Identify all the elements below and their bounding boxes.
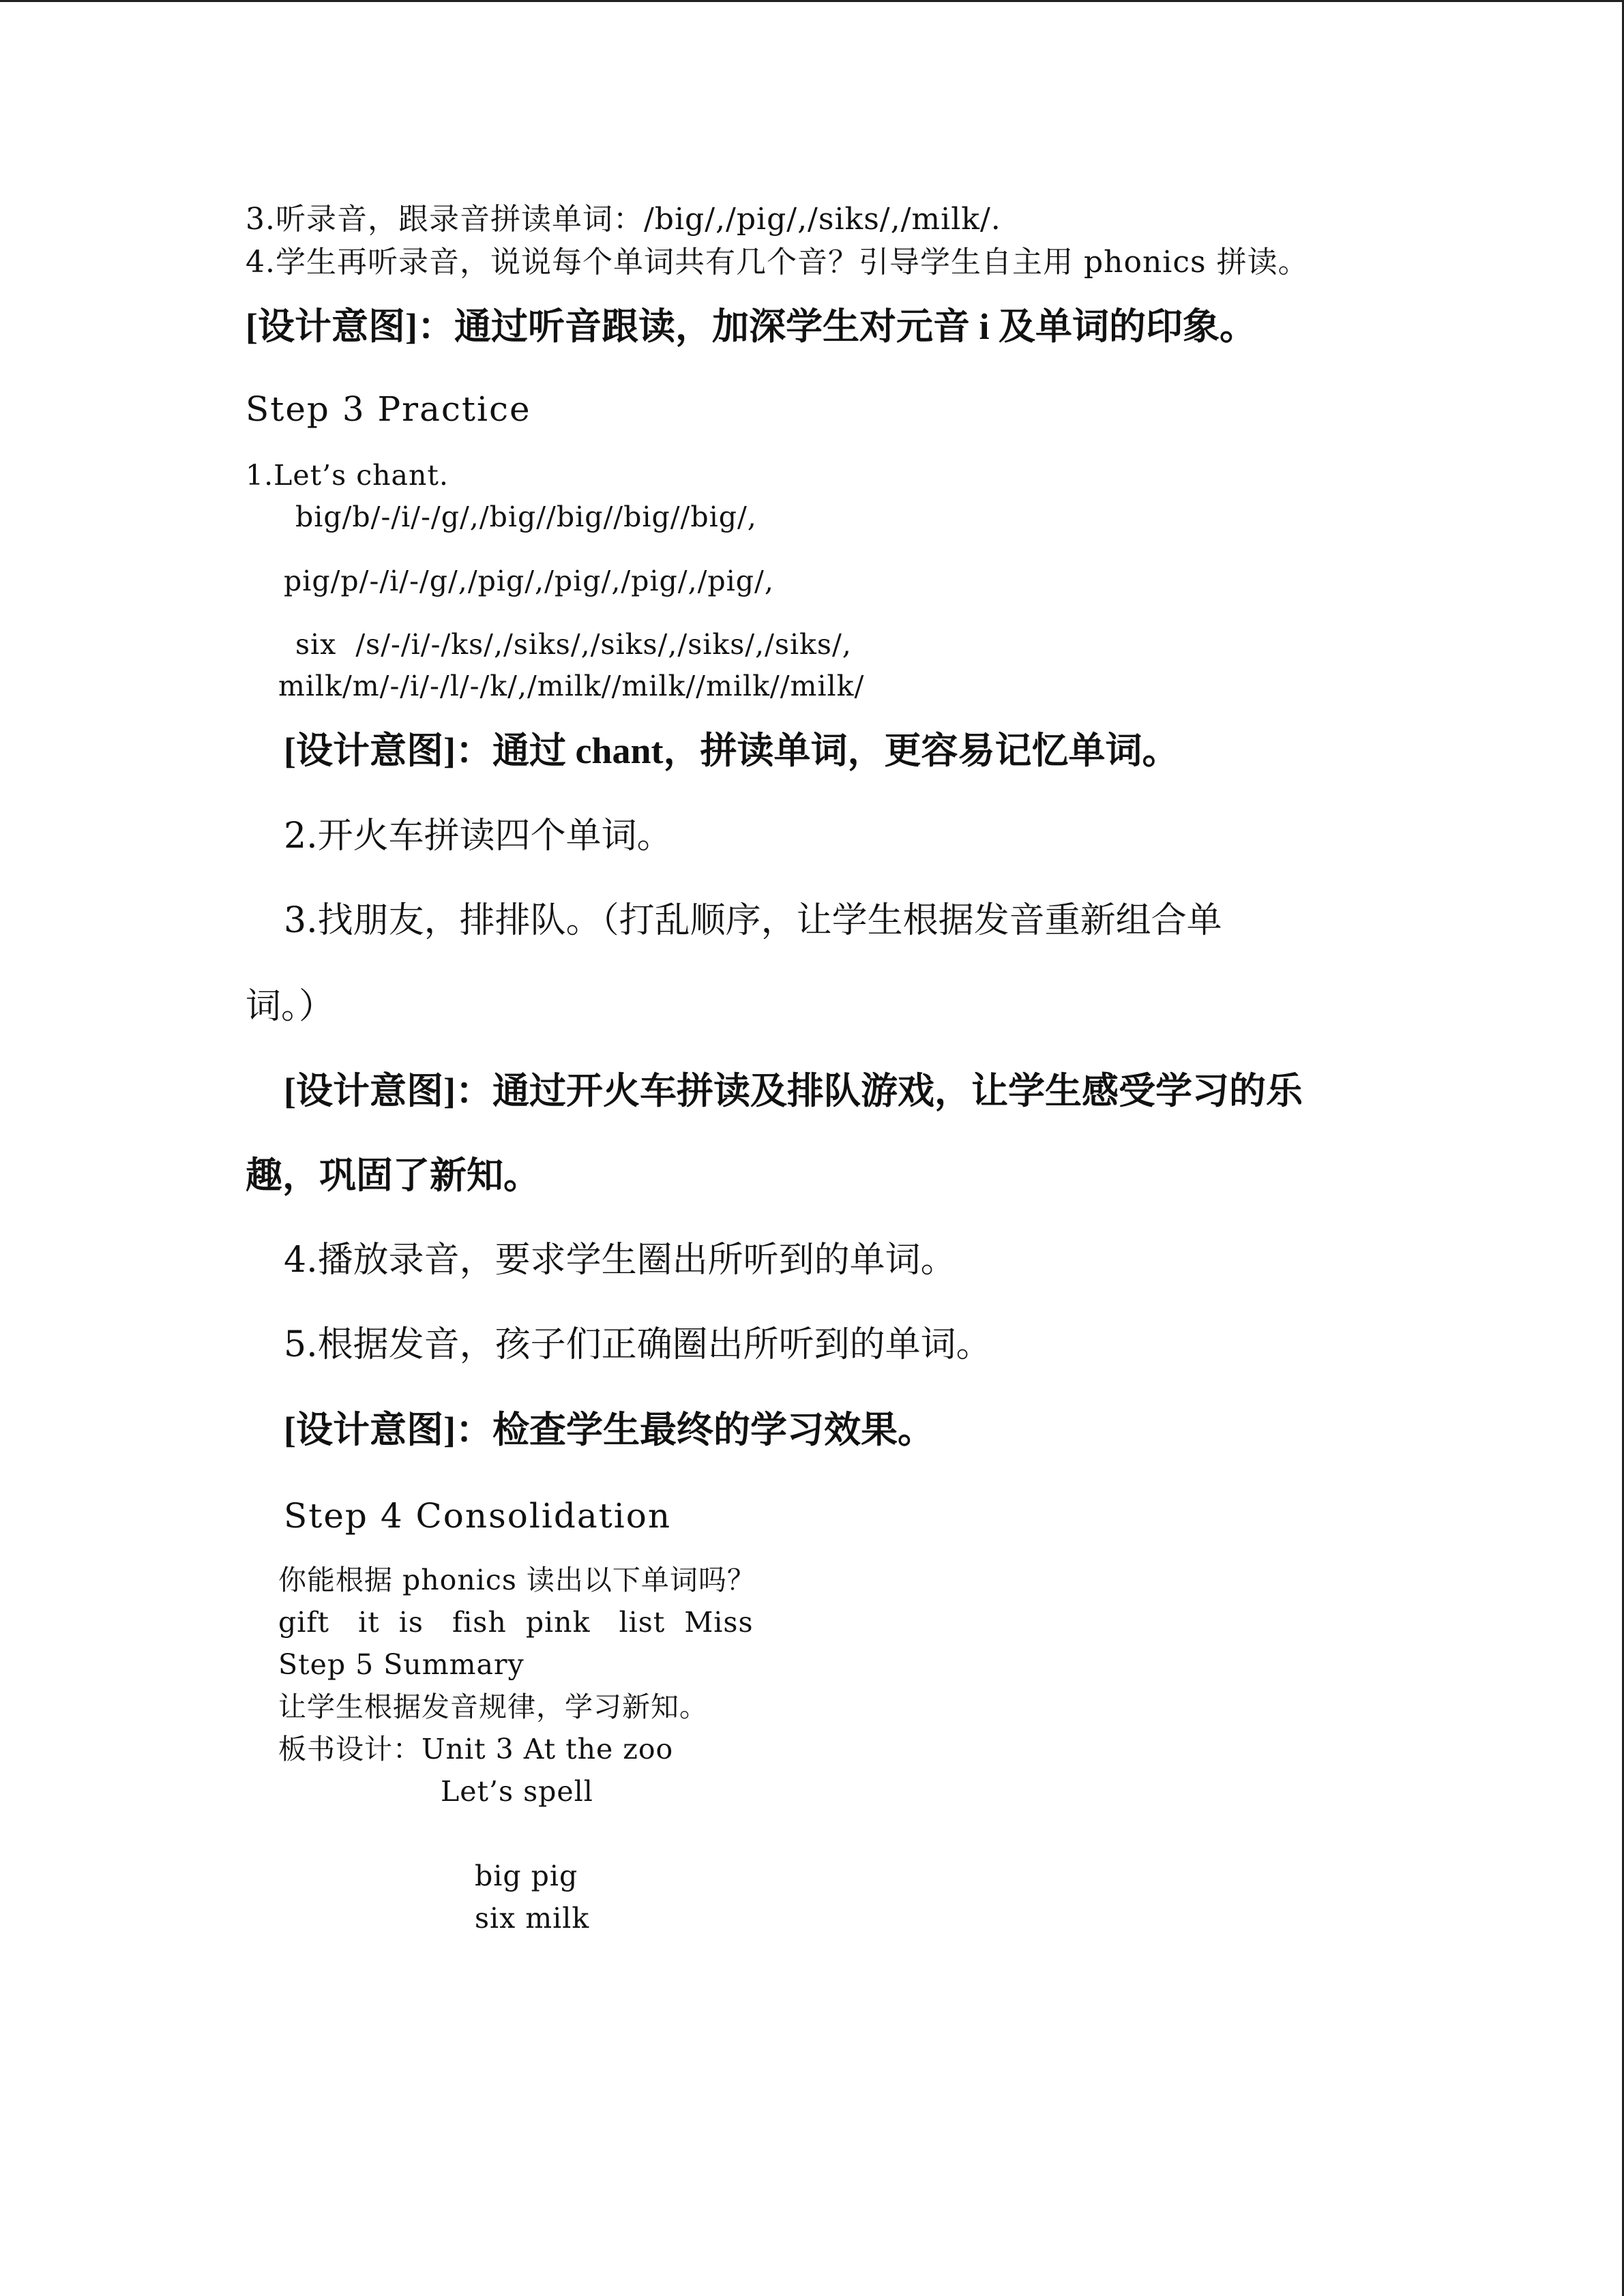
step-5-heading: Step 5 Summary [278,1648,525,1681]
listen-step-4: 4.学生再听录音，说说每个单词共有几个音？引导学生自主用 phonics 拼读。 [246,245,1309,280]
design-intent-2: [设计意图]：通过 chant，拼读单词，更容易记忆单词。 [284,730,1179,771]
practice-item-4: 4.播放录音，要求学生圈出所听到的单词。 [284,1240,956,1281]
summary-text: 让学生根据发音规律，学习新知。 [278,1690,708,1723]
board-design-title: 板书设计：Unit 3 At the zoo [278,1733,674,1765]
chant-intro: 1.Let’s chant. [246,459,449,492]
design-intent-3: [设计意图]：通过开火车拼读及排队游戏，让学生感受学习的乐 [284,1071,1303,1112]
chant-line-big: big/b/-/i/-/g/,/big//big//big//big/, [295,501,757,533]
listen-step-3: 3.听录音，跟录音拼读单词：/big/,/pig/,/siks/,/milk/. [246,202,1001,237]
practice-item-5: 5.根据发音，孩子们正确圈出所听到的单词。 [284,1324,992,1365]
board-design-subtitle: Let’s spell [441,1775,593,1808]
chant-line-six: six /s/-/i/-/ks/,/siks/,/siks/,/siks/,/siks/, [295,628,852,661]
consolidation-words: gift it is fish pink list Miss [278,1606,754,1639]
design-intent-3-continued: 趣，巩固了新知。 [246,1155,540,1196]
practice-item-3-continued: 词。） [246,986,335,1027]
design-intent-1: [设计意图]：通过听音跟读，加深学生对元音 i 及单词的印象。 [246,306,1256,347]
step-4-heading: Step 4 Consolidation [284,1496,672,1536]
consolidation-question: 你能根据 phonics 读出以下单词吗？ [278,1564,756,1596]
practice-item-3: 3.找朋友，排排队。（打乱顺序，让学生根据发音重新组合单 [284,900,1222,941]
chant-line-pig: pig/p/-/i/-/g/,/pig/,/pig/,/pig/,/pig/, [284,565,774,597]
design-intent-4: [设计意图]：检查学生最终的学习效果。 [284,1410,934,1450]
step-3-heading: Step 3 Practice [246,389,531,429]
board-words-row-2: six milk [475,1902,590,1935]
chant-line-milk: milk/m/-/i/-/l/-/k/,/milk//milk//milk//milk/ [278,670,865,702]
practice-item-2: 2.开火车拼读四个单词。 [284,816,673,856]
board-words-row-1: big pig [475,1860,578,1892]
